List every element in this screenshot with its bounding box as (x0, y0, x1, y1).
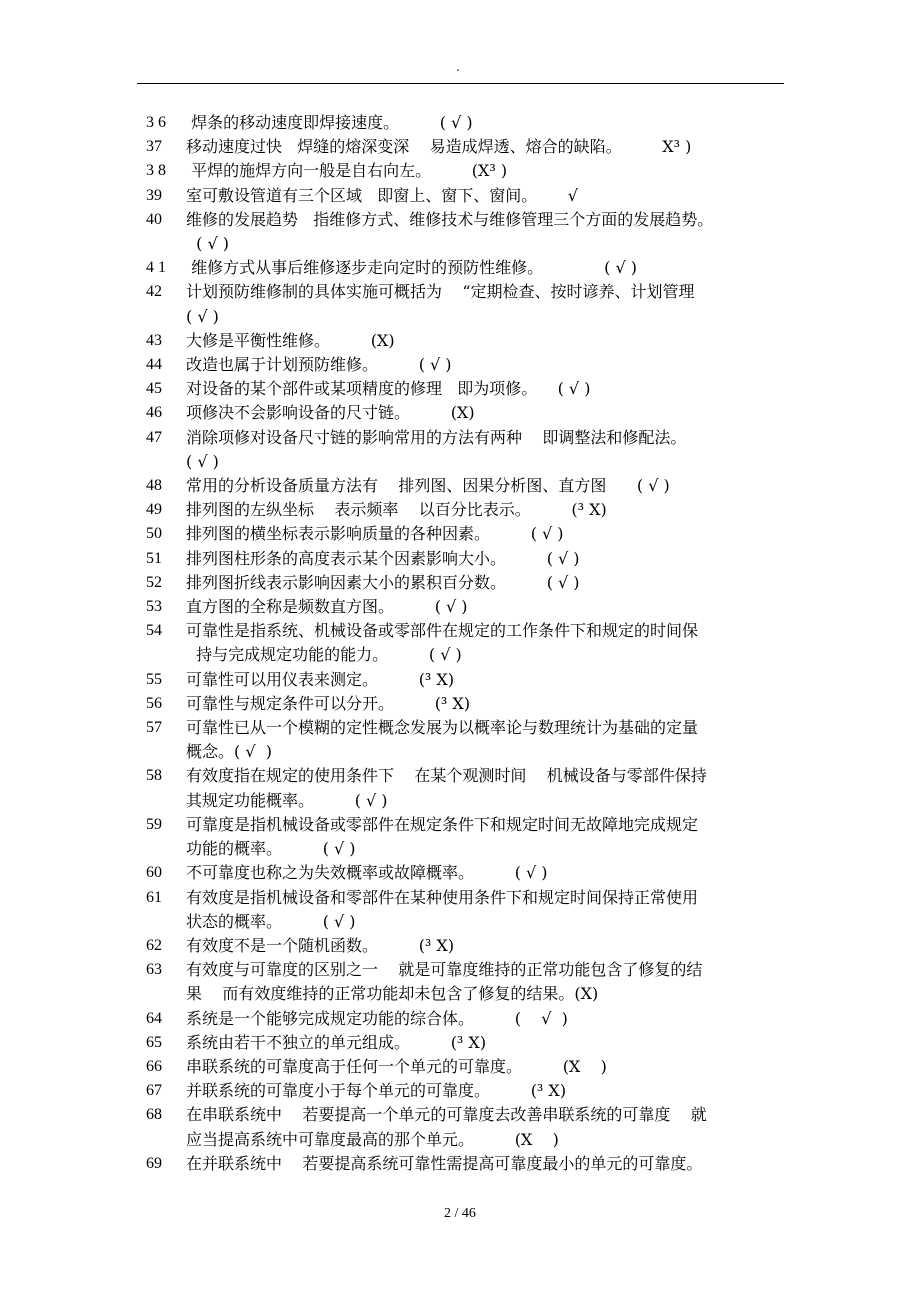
question-text: 排列图折线表示影响因素大小的累积百分数。 ( √ ) (186, 572, 580, 592)
question-number: 62 (146, 936, 162, 954)
header-rule (137, 83, 784, 84)
question-text: 并联系统的可靠度小于每个单元的可靠度。 (³ X) (186, 1081, 567, 1101)
page-number: 2 / 46 (444, 1206, 476, 1221)
question-item (146, 184, 796, 208)
question-text: 焊条的移动速度即焊接速度。 ( √ ) (186, 113, 473, 132)
question-number: 55 (146, 670, 162, 688)
question-number: 40 (146, 210, 162, 228)
question-number: 64 (146, 1009, 162, 1027)
question-text: 可靠性与规定条件可以分开。 (³ X) (186, 693, 471, 713)
question-number: 39 (146, 186, 162, 204)
question-text: 有效度是指机械设备和零部件在某种使用条件下和规定时间保持正常使用 状态的概率。 ( √ ) (186, 887, 699, 931)
question-item (146, 595, 796, 619)
question-item (146, 1055, 796, 1079)
question-text: 不可靠度也称之为失效概率或故障概率。 ( √ ) (186, 863, 548, 883)
question-number: 59 (146, 815, 162, 833)
question-item (146, 522, 796, 546)
question-text: 有效度与可靠度的区别之一 就是可靠度维持的正常功能包含了修复的结 果 而有效度维持的正常功能却未包含了修复的结果。(X) (186, 960, 703, 1004)
question-item (146, 256, 796, 280)
question-item (146, 692, 796, 716)
question-item (146, 1031, 796, 1055)
question-number: 67 (146, 1082, 162, 1100)
question-number: 57 (146, 719, 162, 737)
question-text: 改造也属于计划预防维修。 ( √ ) (186, 355, 452, 375)
question-number: 49 (146, 501, 162, 519)
question-item (146, 1103, 796, 1151)
question-item (146, 498, 796, 522)
question-text: 可靠性已从一个模糊的定性概念发展为以概率论与数理统计为基础的定量 概念。( √ ) (186, 718, 699, 762)
question-item (146, 571, 796, 595)
question-text: 可靠度是指机械设备或零部件在规定条件下和规定时间无故障地完成规定 功能的概率。 ( √ ) (186, 814, 699, 859)
question-text: 计划预防维修制的具体实施可概括为 “定期检查、按时谚养、计划管理 ( √ ) (186, 282, 695, 326)
question-text: 室可敷设管道有三个区域 即窗上、窗下、窗间。 √ (186, 185, 578, 205)
question-text: 系统是一个能够完成规定功能的综合体。 ( √ ) (186, 1008, 568, 1028)
question-item (146, 329, 796, 353)
question-text: 排列图柱形条的高度表示某个因素影响大小。 ( √ ) (186, 548, 580, 568)
question-text: 有效度不是一个随机函数。 (³ X) (186, 935, 455, 955)
question-item (146, 886, 796, 934)
question-number: 60 (146, 864, 162, 882)
question-number: 69 (146, 1154, 162, 1172)
question-item (146, 474, 796, 498)
question-item (146, 668, 796, 692)
question-number: 52 (146, 573, 162, 591)
question-number: 47 (146, 428, 162, 446)
question-item (146, 426, 796, 474)
question-number: 42 (146, 283, 162, 301)
question-text: 平焊的施焊方向一般是自右向左。 (X³ ) (186, 161, 508, 181)
question-item (146, 764, 796, 812)
question-number: 58 (146, 767, 162, 785)
question-item (146, 1007, 796, 1031)
question-item (146, 1152, 796, 1176)
question-number: 65 (146, 1033, 162, 1051)
question-text: 系统由若干不独立的单元组成。 (³ X) (186, 1032, 487, 1052)
question-item (146, 861, 796, 885)
question-text: 排列图的横坐标表示影响质量的各种因素。 ( √ ) (186, 524, 564, 544)
question-item (146, 208, 796, 256)
question-number: 37 (146, 138, 162, 156)
question-item (146, 619, 796, 667)
question-text: 大修是平衡性维修。 (X) (186, 330, 395, 350)
question-item (146, 159, 796, 183)
question-item (146, 934, 796, 958)
question-list (146, 111, 796, 1176)
question-item (146, 813, 796, 861)
question-text: 常用的分析设备质量方法有 排列图、因果分析图、直方图 ( √ ) (186, 476, 670, 496)
question-number: 63 (146, 961, 162, 979)
question-text: 维修方式从事后维修逐步走向定时的预防性维修。 ( √ ) (186, 258, 637, 278)
question-text: 移动速度过快 焊缝的熔深变深 易造成焊透、熔合的缺陷。 X³ ) (186, 137, 692, 157)
question-number: 51 (146, 549, 162, 567)
question-item (146, 547, 796, 571)
question-number: 68 (146, 1106, 162, 1124)
question-text: 有效度指在规定的使用条件下 在某个观测时间 机械设备与零部件保持 其规定功能概率。 ( √ ) (186, 766, 707, 810)
question-text: 项修决不会影响设备的尺寸链。 (X) (186, 403, 475, 423)
question-item (146, 111, 796, 135)
question-number: 3 6 (146, 114, 166, 131)
question-number: 46 (146, 404, 162, 422)
question-number: 56 (146, 694, 162, 712)
question-text: 串联系统的可靠度高于任何一个单元的可靠度。 (X ) (186, 1056, 607, 1076)
question-number: 54 (146, 622, 162, 640)
question-text: 可靠性可以用仪表来测定。 (³ X) (186, 669, 455, 689)
question-item (146, 280, 796, 328)
question-text: 直方图的全称是频数直方图。 ( √ ) (186, 597, 468, 617)
question-text: 消除项修对设备尺寸链的影响常用的方法有两种 即调整法和修配法。 ( √ ) (186, 427, 687, 471)
question-number: 4 1 (146, 259, 166, 277)
question-item (146, 377, 796, 401)
question-number: 53 (146, 598, 162, 616)
question-number: 45 (146, 380, 162, 398)
question-number: 43 (146, 331, 162, 349)
question-text: 在并联系统中 若要提高系统可靠性需提高可靠度最小的单元的可靠度。 (186, 1153, 703, 1173)
question-item (146, 353, 796, 377)
question-text: 可靠性是指系统、机械设备或零部件在规定的工作条件下和规定的时间保 持与完成规定功能的能力。 ( √ ) (186, 621, 699, 665)
question-item (146, 716, 796, 764)
question-item (146, 1079, 796, 1103)
question-item (146, 401, 796, 425)
header-mark: . (456, 60, 460, 74)
question-text: 在串联系统中 若要提高一个单元的可靠度去改善串联系统的可靠度 就 应当提高系统中可靠度最高的那个单元。 (X ) (186, 1105, 707, 1149)
question-text: 维修的发展趋势 指维修方式、维修技术与维修管理三个方面的发展趋势。 ( √ ) (186, 209, 714, 254)
question-item (146, 958, 796, 1006)
question-item (146, 135, 796, 159)
question-number: 48 (146, 477, 162, 495)
question-number: 44 (146, 356, 162, 374)
question-number: 66 (146, 1057, 162, 1075)
question-text: 排列图的左纵坐标 表示频率 以百分比表示。 (³ X) (186, 500, 607, 520)
question-number: 61 (146, 888, 162, 906)
question-number: 3 8 (146, 162, 166, 180)
question-number: 50 (146, 525, 162, 543)
question-text: 对设备的某个部件或某项精度的修理 即为项修。 ( √ ) (186, 379, 591, 399)
